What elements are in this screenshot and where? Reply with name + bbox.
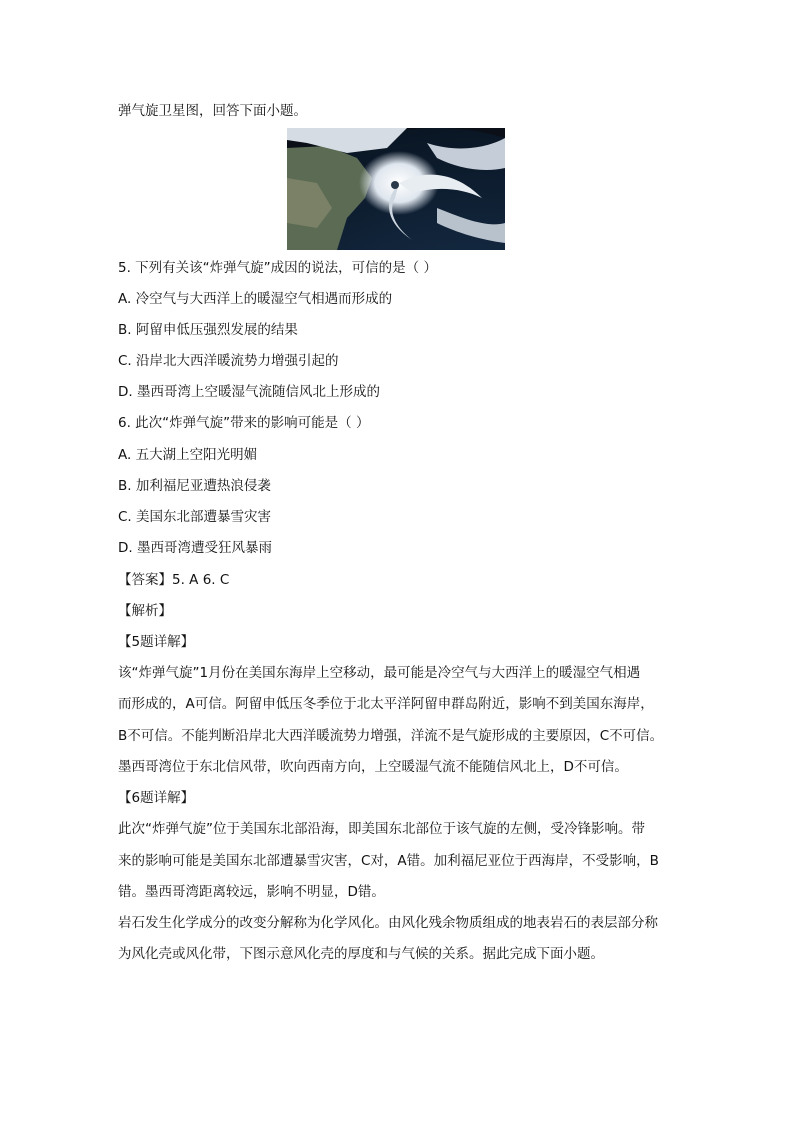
question-5-option-a: A. 冷空气与大西洋上的暖湿空气相遇而形成的 — [118, 291, 393, 307]
question-6-option-c: C. 美国东北部遭暴雪灾害 — [118, 509, 272, 525]
detail-5-line: 而形成的，A可信。阿留申低压冬季位于北太平洋阿留申群岛附近，影响不到美国东海岸， — [118, 696, 654, 712]
question-5-option-c: C. 沿岸北大西洋暖流势力增强引起的 — [118, 353, 339, 369]
detail-6-line: 此次“炸弹气旋”位于美国东北部沿海，即美国东北部位于该气旋的左侧，受冷锋影响。带 — [118, 821, 645, 837]
next-passage-line: 岩石发生化学成分的改变分解称为化学风化。由风化残余物质组成的地表岩石的表层部分称 — [118, 915, 658, 931]
detail-6-line: 来的影响可能是美国东北部遭暴雪灾害，C对，A错。加利福尼亚位于西海岸，不受影响，B — [118, 853, 659, 869]
detail-6-line: 错。墨西哥湾距离较远，影响不明显，D错。 — [118, 884, 385, 900]
analysis-heading: 【解析】 — [118, 603, 172, 619]
intro-text: 弹气旋卫星图，回答下面小题。 — [118, 103, 307, 119]
detail-6-title: 【6题详解】 — [118, 790, 195, 806]
question-6-option-a: A. 五大湖上空阳光明媚 — [118, 447, 258, 463]
question-6-option-d: D. 墨西哥湾遭受狂风暴雨 — [118, 540, 272, 556]
detail-5-line: 该“炸弹气旋”1月份在美国东海岸上空移动，最可能是冷空气与大西洋上的暖湿空气相遇 — [118, 665, 641, 681]
question-5-option-d: D. 墨西哥湾上空暖湿气流随信风北上形成的 — [118, 384, 380, 400]
detail-5-line: 墨西哥湾位于东北信风带，吹向西南方向，上空暖湿气流不能随信风北上，D不可信。 — [118, 759, 628, 775]
next-passage-line: 为风化壳或风化带，下图示意风化壳的厚度和与气候的关系。据此完成下面小题。 — [118, 946, 604, 962]
satellite-image-icon — [287, 128, 505, 250]
question-5-stem: 5. 下列有关该“炸弹气旋”成因的说法，可信的是（ ） — [118, 260, 437, 276]
question-6-option-b: B. 加利福尼亚遭热浪侵袭 — [118, 478, 271, 494]
detail-5-line: B不可信。不能判断沿岸北大西洋暖流势力增强，洋流不是气旋形成的主要原因，C不可信。 — [118, 728, 664, 744]
satellite-cloud-image — [287, 128, 505, 250]
question-6-stem: 6. 此次“炸弹气旋”带来的影响可能是（ ） — [118, 415, 370, 431]
detail-5-title: 【5题详解】 — [118, 634, 195, 650]
question-5-option-b: B. 阿留申低压强烈发展的结果 — [118, 322, 298, 338]
answer-line: 【答案】5. A 6. C — [118, 572, 230, 588]
